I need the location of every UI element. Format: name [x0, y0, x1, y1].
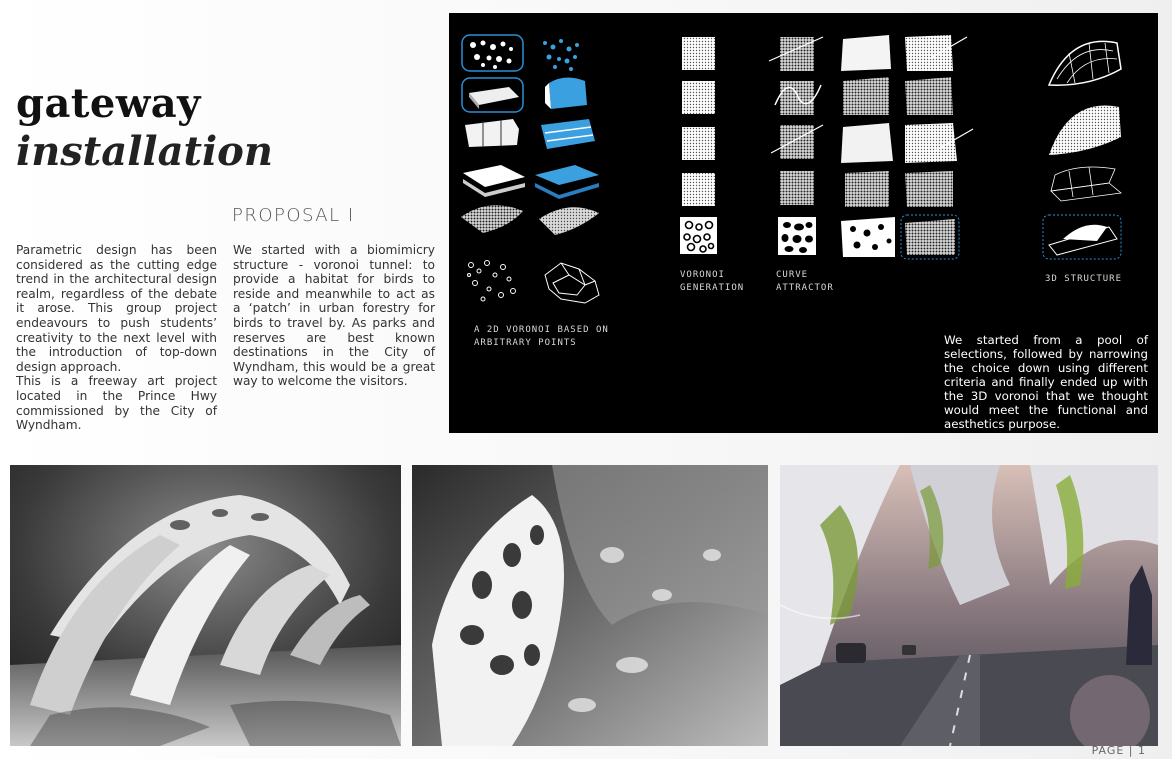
intro-paragraph-2: This is a freeway art project located in the Prince Hwy commissioned by the City of Wyndham. [16, 374, 217, 433]
caption-curve-attractor: CURVE ATTRACTOR [776, 270, 834, 293]
title-line-2: installation [16, 128, 273, 175]
column-curve-attractor [769, 37, 823, 255]
model-photo-front-image [10, 465, 401, 746]
column-voronoi-generation [680, 37, 717, 254]
caption-voronoi-generation: VORONOI GENERATION [680, 270, 745, 293]
model-photo-detail-image [412, 465, 768, 746]
model-photo-front [10, 465, 401, 746]
panel-text: We started from a pool of selections, followed by narrowing the choice down using different criteria and finally ended up with the 3D voronoi that we thought would meet the functional and aesthetics purpose. [944, 333, 1148, 431]
caption-3d-structure: 3D STRUCTURE [1045, 274, 1123, 284]
page-number: PAGE | 1 [1091, 744, 1146, 757]
proposal-heading: PROPOSAL I [232, 205, 355, 226]
proposal-text: We started with a biomimicry structure - voronoi tunnel: to provide a habitat for birds to reside and meanwhile to act as a ‘patch’ in urban forestry for birds to travel by. As parks and reserves are best known destinations in the City of Wyndham, this would be a great way to welcome the visitors. [233, 243, 435, 389]
title-line-1: gateway [16, 80, 201, 127]
model-photo-detail [412, 465, 768, 746]
column-3d-structure [1043, 41, 1121, 259]
column-surfaces [841, 35, 973, 259]
intro-text [16, 243, 217, 433]
highway-rendering-image [780, 465, 1158, 746]
column-pointcloud-white [461, 35, 525, 301]
highway-rendering [780, 465, 1158, 746]
intro-paragraph-1: Parametric design has been considered as the cutting edge trend in the architectural design realm, regardless of the debate it arose. This group project endeavours to push students’ creativity to the next level with the introduction of top-down design approach. [16, 243, 217, 374]
column-pointcloud-blue [535, 39, 599, 303]
caption-2d-voronoi: A 2D VORONOI BASED ON ARBITRARY POINTS [474, 325, 609, 348]
design-process-panel [449, 13, 1158, 433]
